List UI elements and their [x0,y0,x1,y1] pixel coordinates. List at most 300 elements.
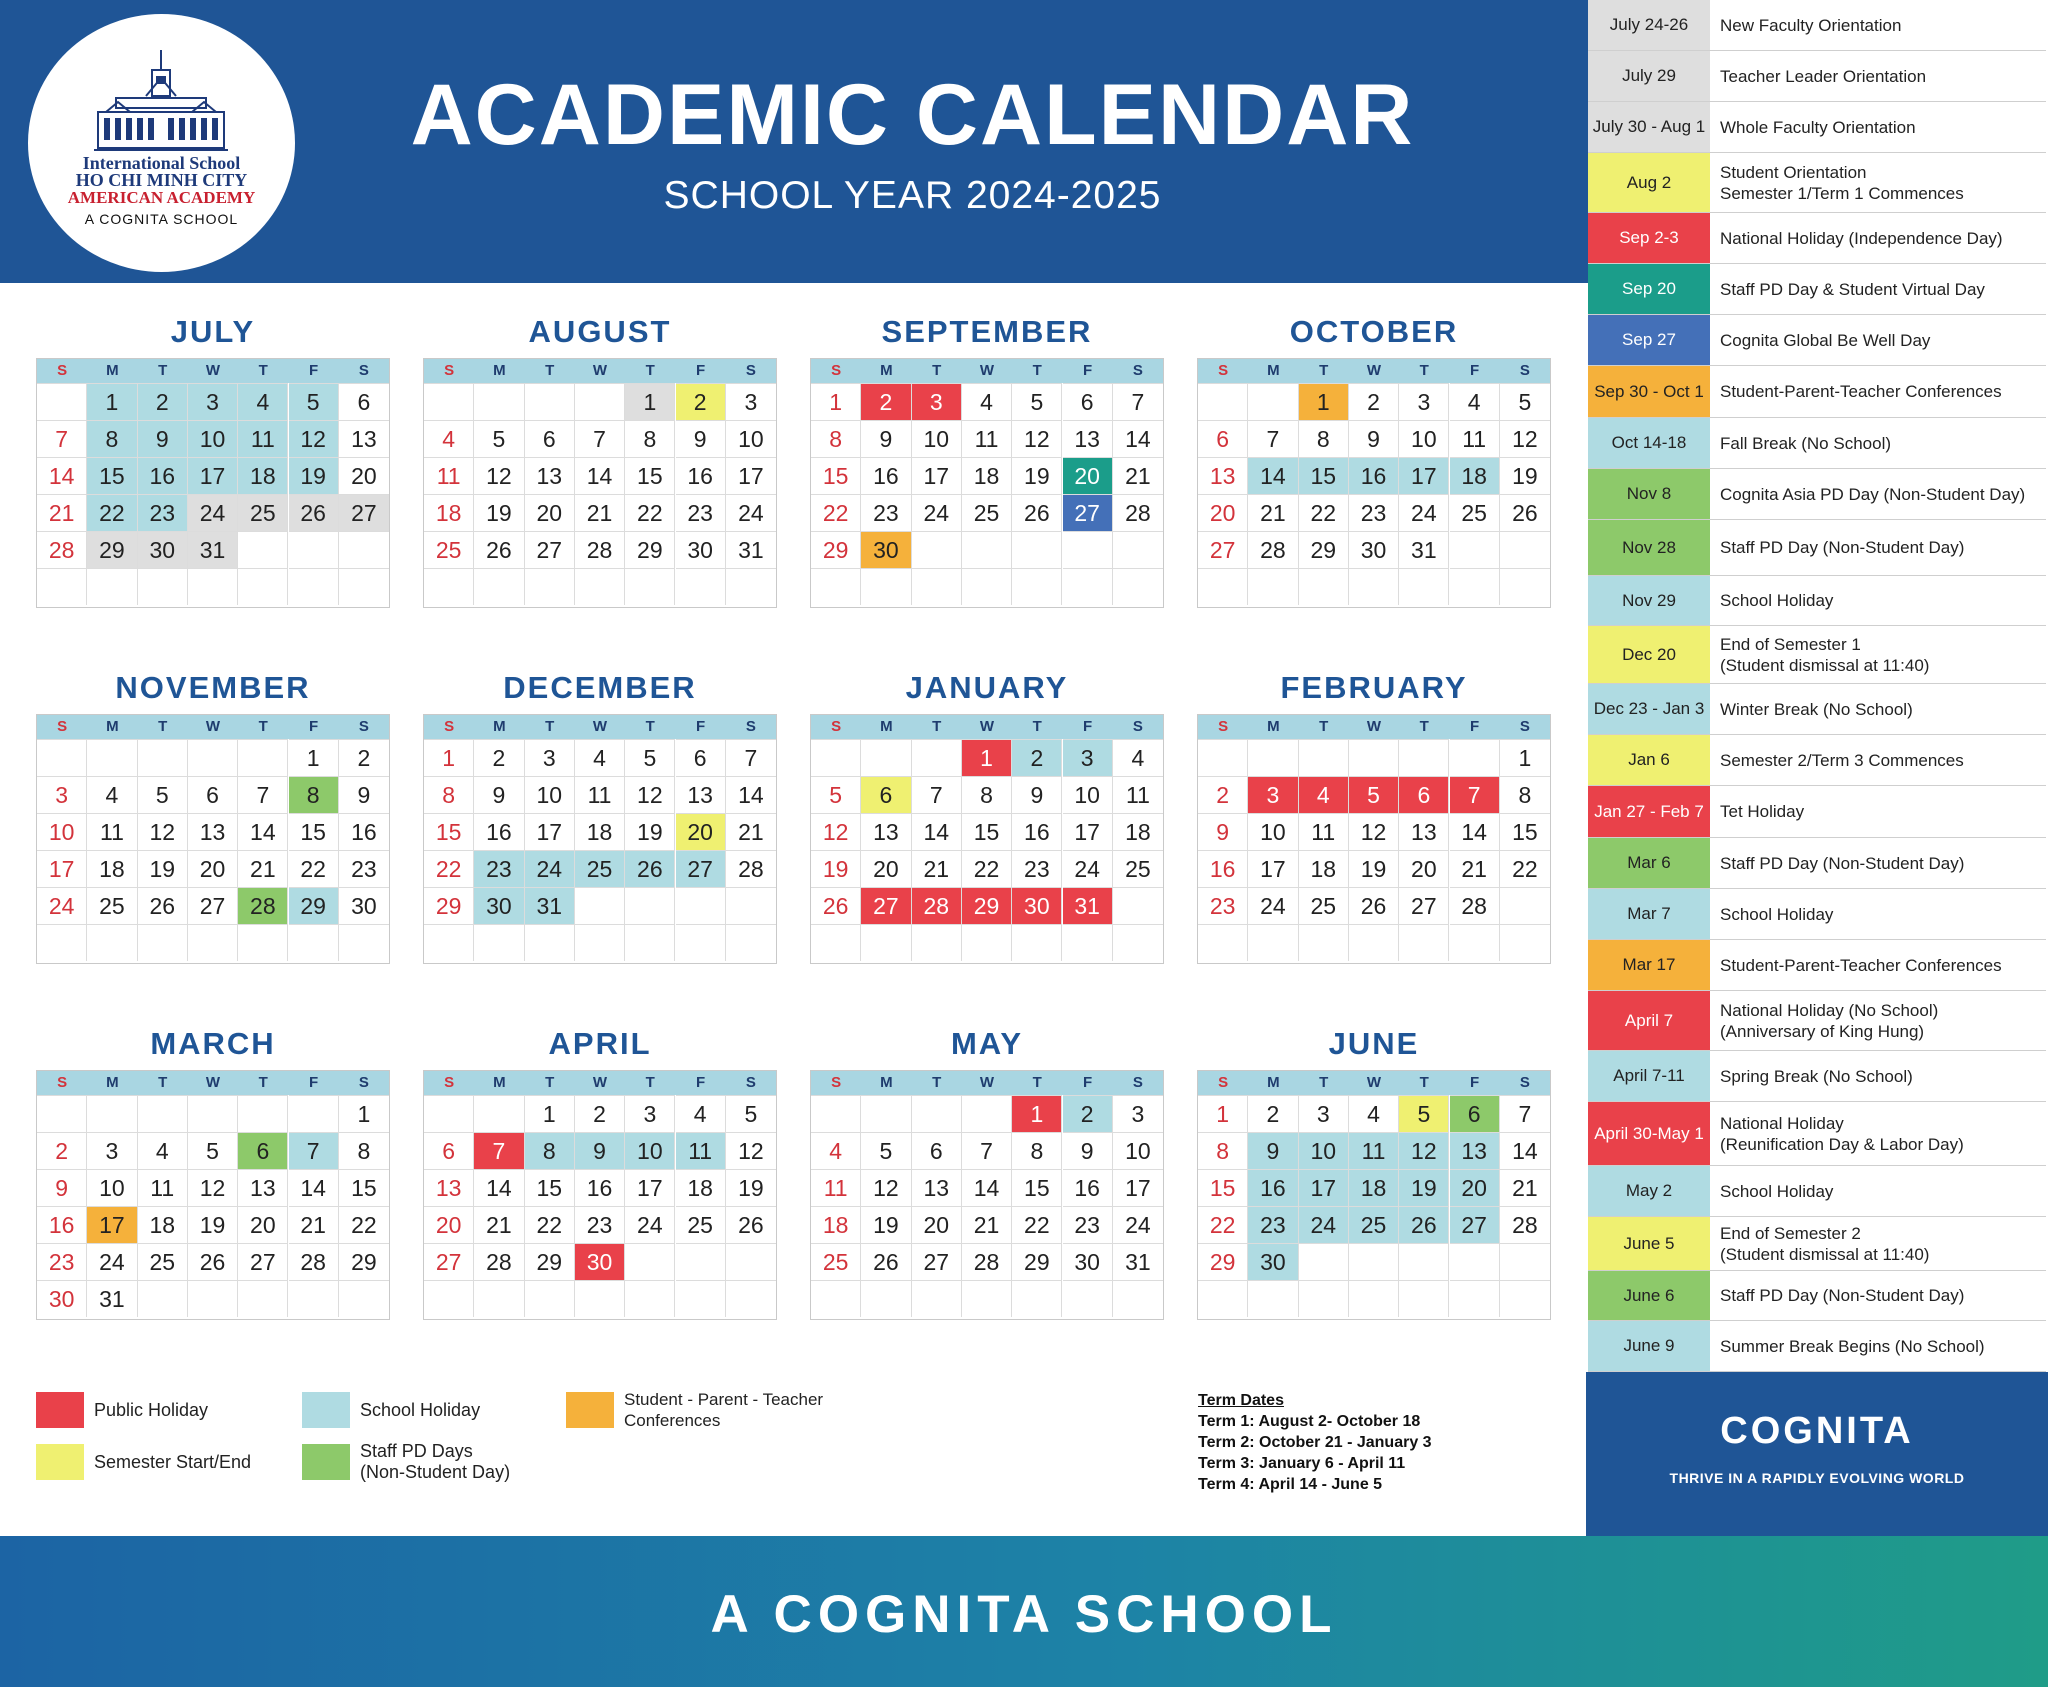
weekday-label: F [308,362,319,379]
day-cell: 28 [1500,1206,1550,1243]
day-cell: 8 [424,776,474,813]
day-cell: 16 [1063,1169,1113,1206]
header-banner [0,0,1588,283]
empty-cell [37,1095,87,1132]
event-description [1720,626,2042,683]
empty-cell [912,924,962,961]
empty-cell [1450,1243,1500,1280]
event-description-line: Fall Break (No School) [1720,433,1892,453]
month-april [423,1025,777,1275]
day-cell: 10 [1399,420,1449,457]
day-cell: 19 [811,850,861,887]
weekday-label: W [1366,362,1382,379]
weekday-label: S [1218,1074,1229,1091]
day-cell: 28 [1450,887,1500,924]
day-cell: 27 [1399,887,1449,924]
empty-cell [726,924,776,961]
event-description-line: School Holiday [1720,904,1834,924]
day-cell: 23 [37,1243,87,1280]
empty-cell [1113,1280,1163,1317]
day-cell: 19 [289,457,339,494]
empty-cell [1063,531,1113,568]
day-cell: 25 [87,887,137,924]
empty-cell [1012,568,1062,605]
day-cell: 23 [138,494,188,531]
empty-cell [1399,739,1449,776]
day-cell: 9 [1198,813,1248,850]
day-cell: 20 [1399,850,1449,887]
empty-cell [962,1280,1012,1317]
day-cell: 23 [1063,1206,1113,1243]
empty-cell [188,739,238,776]
day-cell: 11 [1299,813,1349,850]
day-cell: 19 [1399,1169,1449,1206]
day-cell: 8 [289,776,339,813]
day-cell: 16 [1198,850,1248,887]
day-cell: 21 [474,1206,524,1243]
day-cell: 5 [625,739,675,776]
event-date: Nov 29 [1588,576,1710,625]
day-cell: 3 [1399,383,1449,420]
day-cell: 14 [37,457,87,494]
day-cell: 5 [289,383,339,420]
day-cell: 28 [1113,494,1163,531]
day-cell: 26 [1349,887,1399,924]
weekday-header [424,715,776,739]
weekday-label: F [695,362,706,379]
weekday-label: T [158,362,168,379]
day-cell: 16 [1248,1169,1298,1206]
day-cell: 7 [962,1132,1012,1169]
day-cell: 30 [861,531,911,568]
day-cell: 21 [962,1206,1012,1243]
day-cell: 16 [676,457,726,494]
term-dates-title: Term Dates [1198,1392,1284,1409]
event-row [1588,626,2046,684]
weekday-label: S [831,1074,842,1091]
day-cell: 19 [188,1206,238,1243]
month-name: NOVEMBER [115,670,311,705]
weekday-label: M [1267,1074,1280,1091]
event-description-line: Semester 1/Term 1 Commences [1720,183,1964,203]
empty-cell [424,1280,474,1317]
day-cell: 5 [474,420,524,457]
day-cell: 29 [811,531,861,568]
day-cell: 28 [726,850,776,887]
day-cell: 27 [1450,1206,1500,1243]
month-january [810,669,1164,919]
weekday-label: F [308,718,319,735]
day-cell: 6 [1063,383,1113,420]
empty-cell [1500,924,1550,961]
weekday-label: S [831,718,842,735]
weekday-label: F [1469,362,1480,379]
empty-cell [138,568,188,605]
day-cell: 22 [811,494,861,531]
month-name: DECEMBER [503,670,697,705]
day-cell: 9 [861,420,911,457]
weekday-label: W [1366,718,1382,735]
weekday-label: T [545,718,555,735]
day-cell: 25 [1450,494,1500,531]
weekday-label: T [645,362,655,379]
month-grid-body [423,358,777,608]
empty-cell [1500,531,1550,568]
empty-cell [625,1280,675,1317]
event-description-line: (Anniversary of King Hung) [1720,1021,1925,1041]
day-cell: 17 [37,850,87,887]
legend-label [624,1389,823,1431]
day-cell: 30 [37,1280,87,1317]
day-cell: 22 [962,850,1012,887]
empty-cell [424,383,474,420]
event-row [1588,1321,2046,1372]
legend-swatch-school [302,1392,350,1428]
day-cell: 22 [87,494,137,531]
day-cell: 30 [1349,531,1399,568]
weekday-header [424,1071,776,1095]
day-cell: 13 [1063,420,1113,457]
empty-cell [676,887,726,924]
event-description [1720,838,2042,888]
event-description [1720,1217,2042,1270]
day-cell: 4 [1299,776,1349,813]
day-cell: 2 [1198,776,1248,813]
day-cell: 5 [1500,383,1550,420]
empty-cell [37,924,87,961]
event-row [1588,315,2046,366]
day-cell: 18 [811,1206,861,1243]
weekday-label: S [1519,718,1530,735]
empty-cell [962,531,1012,568]
month-november [36,669,390,919]
day-cell: 18 [424,494,474,531]
weekday-label: S [1519,1074,1530,1091]
day-cell: 9 [1012,776,1062,813]
day-cell: 18 [575,813,625,850]
weekday-label: M [106,1074,119,1091]
weekday-label: M [1267,362,1280,379]
day-cell: 30 [339,887,389,924]
day-cell: 26 [138,887,188,924]
day-cell: 21 [37,494,87,531]
day-cell: 31 [1113,1243,1163,1280]
empty-cell [238,739,288,776]
month-grid-body [1197,714,1551,964]
day-cell: 21 [238,850,288,887]
empty-cell [726,1280,776,1317]
day-cell: 28 [474,1243,524,1280]
day-cell: 26 [726,1206,776,1243]
day-cell: 24 [726,494,776,531]
day-cell: 18 [1299,850,1349,887]
event-description-line: Student Orientation [1720,162,1867,182]
month-grid-body [1197,358,1551,608]
event-row [1588,0,2046,51]
day-cell: 8 [1198,1132,1248,1169]
event-description-line: Student-Parent-Teacher Conferences [1720,382,2002,401]
weekday-label: T [258,362,268,379]
day-cell: 8 [1500,776,1550,813]
day-cell: 10 [87,1169,137,1206]
day-cell: 3 [188,383,238,420]
weekday-label: T [1032,1074,1042,1091]
empty-cell [1198,1280,1248,1317]
event-description-line: Summer Break Begins (No School) [1720,1336,1985,1356]
month-august [423,313,777,563]
day-cell: 13 [861,813,911,850]
day-cell: 16 [1349,457,1399,494]
day-cell: 30 [474,887,524,924]
empty-cell [912,1095,962,1132]
month-march [36,1025,390,1312]
event-description-line: Staff PD Day (Non-Student Day) [1720,1286,1965,1305]
day-cell: 24 [1399,494,1449,531]
weekday-label: S [358,718,369,735]
weekday-label: M [493,362,506,379]
day-cell: 4 [575,739,625,776]
day-cell: 17 [188,457,238,494]
day-cell: 25 [575,850,625,887]
event-description [1720,153,2042,212]
event-description-line: Tet Holiday [1720,802,1805,821]
day-cell: 1 [1500,739,1550,776]
empty-cell [1399,568,1449,605]
day-cell: 24 [912,494,962,531]
day-cell: 29 [339,1243,389,1280]
weekday-label: S [1132,1074,1143,1091]
day-cell: 5 [811,776,861,813]
weekday-label: W [979,362,995,379]
weekday-label: S [358,362,369,379]
empty-cell [1500,887,1550,924]
event-description [1720,102,2042,152]
empty-cell [1349,739,1399,776]
event-row [1588,1217,2046,1271]
day-cell: 2 [861,383,911,420]
weekday-label: W [592,718,608,735]
weekday-label: M [106,718,119,735]
day-cell: 4 [962,383,1012,420]
day-cell: 11 [676,1132,726,1169]
empty-cell [339,1280,389,1317]
weekday-header [811,715,1163,739]
empty-cell [676,1243,726,1280]
empty-cell [339,924,389,961]
month-name: MAY [950,1026,1024,1061]
event-description [1720,315,2042,365]
weekday-header [1198,359,1550,383]
weekday-label: T [1032,362,1042,379]
day-cell: 20 [861,850,911,887]
day-cell: 31 [726,531,776,568]
empty-cell [289,531,339,568]
empty-cell [1500,1280,1550,1317]
event-description [1720,1102,2042,1165]
event-description-line: (Student dismissal at 11:40) [1720,1244,1930,1264]
day-cell: 5 [726,1095,776,1132]
day-cell: 1 [962,739,1012,776]
day-cell: 16 [138,457,188,494]
day-cell: 9 [1248,1132,1298,1169]
day-cell: 12 [1349,813,1399,850]
day-cell: 30 [575,1243,625,1280]
weekday-label: S [57,718,68,735]
day-cell: 2 [1012,739,1062,776]
day-cell: 2 [1349,383,1399,420]
event-description-line: National Holiday (Independence Day) [1720,228,2003,248]
day-cell: 17 [912,457,962,494]
day-cell: 30 [676,531,726,568]
legend-label: Public Holiday [94,1400,209,1420]
weekday-label: T [932,718,942,735]
day-cell: 31 [525,887,575,924]
day-cell: 29 [289,887,339,924]
event-description [1720,684,2042,734]
day-cell: 1 [339,1095,389,1132]
event-date: Nov 8 [1588,469,1710,519]
day-cell: 7 [1113,383,1163,420]
legend-label-line: Student - Parent - Teacher [624,1390,824,1409]
day-cell: 6 [1399,776,1449,813]
event-description [1720,1321,2042,1371]
day-cell: 11 [962,420,1012,457]
event-description [1720,1166,2042,1216]
day-cell: 6 [238,1132,288,1169]
day-cell: 13 [339,420,389,457]
day-cell: 11 [238,420,288,457]
day-cell: 27 [912,1243,962,1280]
empty-cell [1012,1280,1062,1317]
day-cell: 4 [1450,383,1500,420]
day-cell: 28 [238,887,288,924]
day-cell: 30 [1063,1243,1113,1280]
day-cell: 12 [474,457,524,494]
term-dates [1198,1390,1558,1495]
empty-cell [1063,1280,1113,1317]
weekday-label: S [745,1074,756,1091]
empty-cell [138,739,188,776]
day-cell: 23 [474,850,524,887]
day-cell: 29 [625,531,675,568]
day-cell: 5 [138,776,188,813]
day-cell: 14 [1500,1132,1550,1169]
day-cell: 13 [525,457,575,494]
empty-cell [1500,1243,1550,1280]
day-cell: 30 [1248,1243,1298,1280]
day-cell: 27 [525,531,575,568]
weekday-header [811,359,1163,383]
day-cell: 6 [912,1132,962,1169]
weekday-label: T [932,1074,942,1091]
month-name: JULY [170,314,256,349]
day-cell: 29 [424,887,474,924]
empty-cell [1248,383,1298,420]
day-cell: 2 [575,1095,625,1132]
day-cell: 6 [676,739,726,776]
day-cell: 15 [289,813,339,850]
day-cell: 6 [861,776,911,813]
day-cell: 12 [289,420,339,457]
empty-cell [1113,568,1163,605]
empty-cell [424,924,474,961]
day-cell: 11 [1349,1132,1399,1169]
empty-cell [87,1095,137,1132]
day-cell: 19 [861,1206,911,1243]
empty-cell [339,568,389,605]
day-cell: 21 [1500,1169,1550,1206]
empty-cell [474,1280,524,1317]
empty-cell [87,568,137,605]
weekday-label: W [205,362,221,379]
event-date: June 5 [1588,1217,1710,1270]
day-cell: 7 [238,776,288,813]
weekday-label: F [1082,1074,1093,1091]
day-cell: 9 [138,420,188,457]
day-cell: 1 [1198,1095,1248,1132]
legend-label [360,1441,510,1483]
day-cell: 20 [238,1206,288,1243]
school-building-icon [86,48,236,158]
day-cell: 24 [1113,1206,1163,1243]
page-title: ACADEMIC CALENDAR [410,67,1415,163]
empty-cell [188,1280,238,1317]
event-date: Aug 2 [1588,153,1710,212]
weekday-label: T [258,1074,268,1091]
empty-cell [912,531,962,568]
day-cell: 30 [1012,887,1062,924]
weekday-label: W [979,718,995,735]
event-row [1588,1166,2046,1217]
empty-cell [861,568,911,605]
day-cell: 9 [676,420,726,457]
event-description [1720,991,2042,1050]
day-cell: 5 [188,1132,238,1169]
day-cell: 7 [726,739,776,776]
day-cell: 30 [138,531,188,568]
month-name: AUGUST [528,314,672,349]
day-cell: 20 [424,1206,474,1243]
weekday-label: T [1319,362,1329,379]
weekday-label: F [695,718,706,735]
empty-cell [811,1280,861,1317]
event-row [1588,576,2046,626]
weekday-label: S [1218,362,1229,379]
empty-cell [625,1243,675,1280]
day-cell: 1 [525,1095,575,1132]
day-cell: 12 [138,813,188,850]
day-cell: 19 [138,850,188,887]
month-name: SEPTEMBER [881,314,1093,349]
month-grid-body [1197,1070,1551,1320]
empty-cell [424,568,474,605]
day-cell: 1 [811,383,861,420]
event-date: June 9 [1588,1321,1710,1371]
day-cell: 3 [726,383,776,420]
day-cell: 22 [525,1206,575,1243]
day-cell: 4 [238,383,288,420]
event-row [1588,469,2046,520]
day-cell: 15 [1299,457,1349,494]
day-cell: 27 [1198,531,1248,568]
empty-cell [289,568,339,605]
day-cell: 26 [188,1243,238,1280]
empty-cell [238,568,288,605]
weekday-header [1198,1071,1550,1095]
event-description [1720,418,2042,468]
event-date: Mar 7 [1588,889,1710,939]
empty-cell [676,1280,726,1317]
